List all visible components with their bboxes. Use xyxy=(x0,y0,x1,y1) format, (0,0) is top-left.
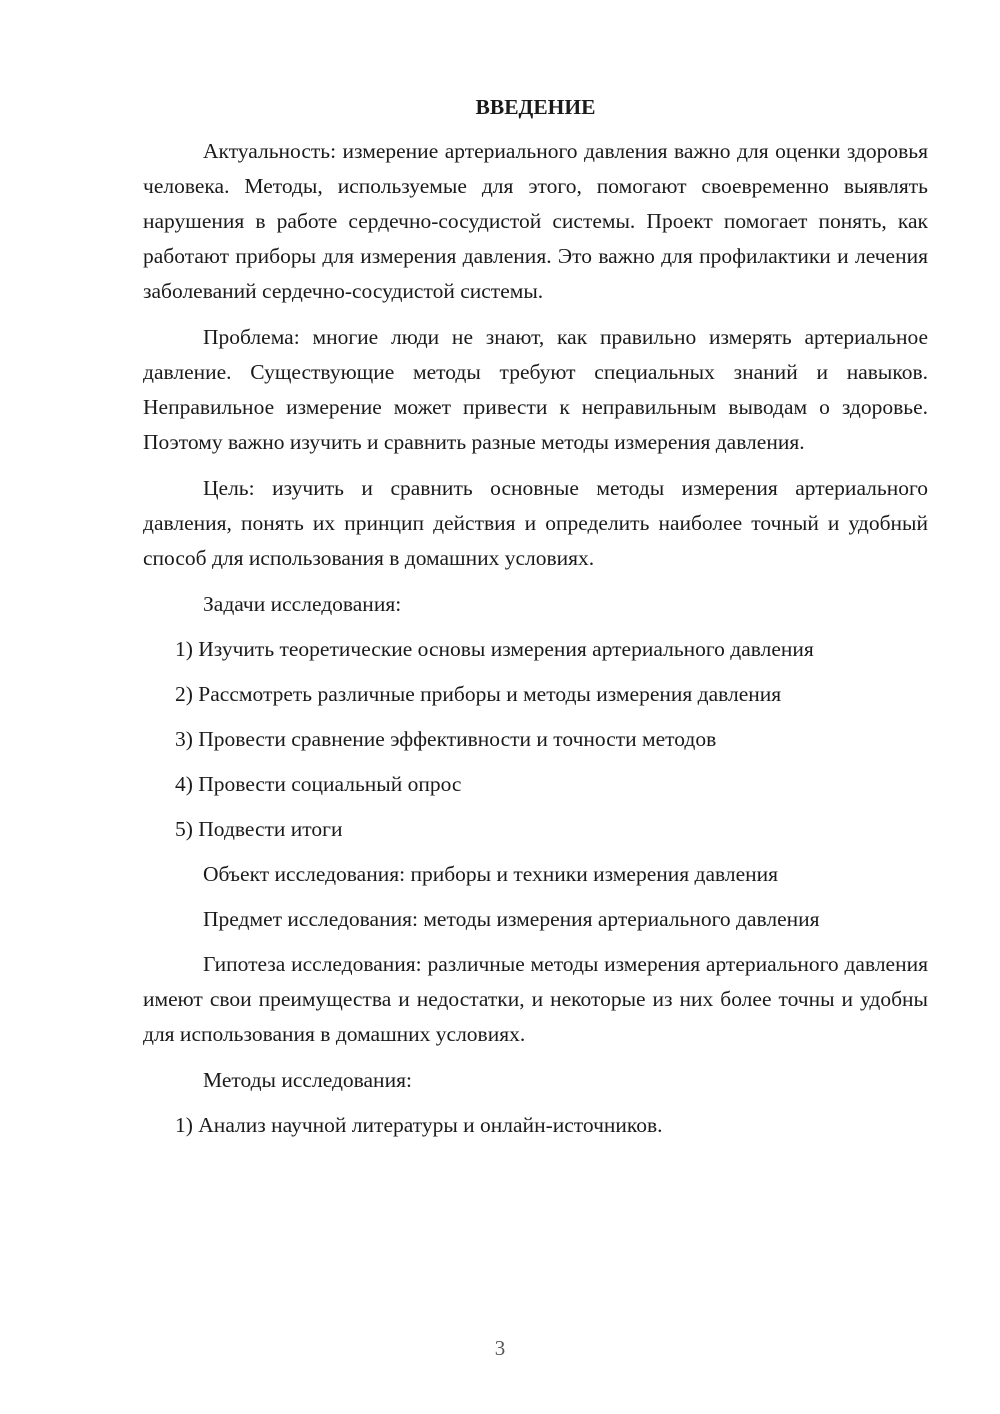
method-item-1: 1) Анализ научной литературы и онлайн-источников. xyxy=(175,1113,663,1137)
document-page xyxy=(143,90,928,1153)
research-object: Объект исследования: приборы и техники измерения давления xyxy=(203,862,779,886)
task-item-4: 4) Провести социальный опрос xyxy=(175,772,462,796)
task-item-5: 5) Подвести итоги xyxy=(175,817,343,841)
section-title: ВВЕДЕНИЕ xyxy=(475,95,596,119)
task-item-2: 2) Рассмотреть различные приборы и методы измерения давления xyxy=(175,682,782,706)
hypothesis-paragraph: Гипотеза исследования: различные методы измерения артериального давления имеют свои преимущества и недостатки, и некоторые из них более точны и удобны для использования в домашних условиях. xyxy=(143,952,928,1046)
goal-paragraph: Цель: изучить и сравнить основные методы измерения артериального давления, понять их принцип действия и определить наиболее точный и удобный способ для использования в домашних условиях. xyxy=(143,476,928,570)
page-number: 3 xyxy=(494,1336,506,1360)
task-item-1: 1) Изучить теоретические основы измерения артериального давления xyxy=(175,637,814,661)
research-subject: Предмет исследования: методы измерения артериального давления xyxy=(203,907,820,931)
task-item-3: 3) Провести сравнение эффективности и точности методов xyxy=(175,727,717,751)
relevance-paragraph: Актуальность: измерение артериального давления важно для оценки здоровья человека. Методы, используемые для этого, помогают своевременно выявлять нарушения в работе сердечно-сосудистой системы. Проект помогает понять, как работают приборы для измерения давления. Это важно для профилактики и лечения заболеваний сердечно-сосудистой системы. xyxy=(143,139,928,303)
methods-heading: Методы исследования: xyxy=(203,1068,412,1092)
problem-paragraph: Проблема: многие люди не знают, как правильно измерять артериальное давление. Существующие методы требуют специальных знаний и навыков. Неправильное измерение может привести к неправильным выводам о здоровье. Поэтому важно изучить и сравнить разные методы измерения давления. xyxy=(143,325,928,454)
tasks-heading: Задачи исследования: xyxy=(203,592,402,616)
